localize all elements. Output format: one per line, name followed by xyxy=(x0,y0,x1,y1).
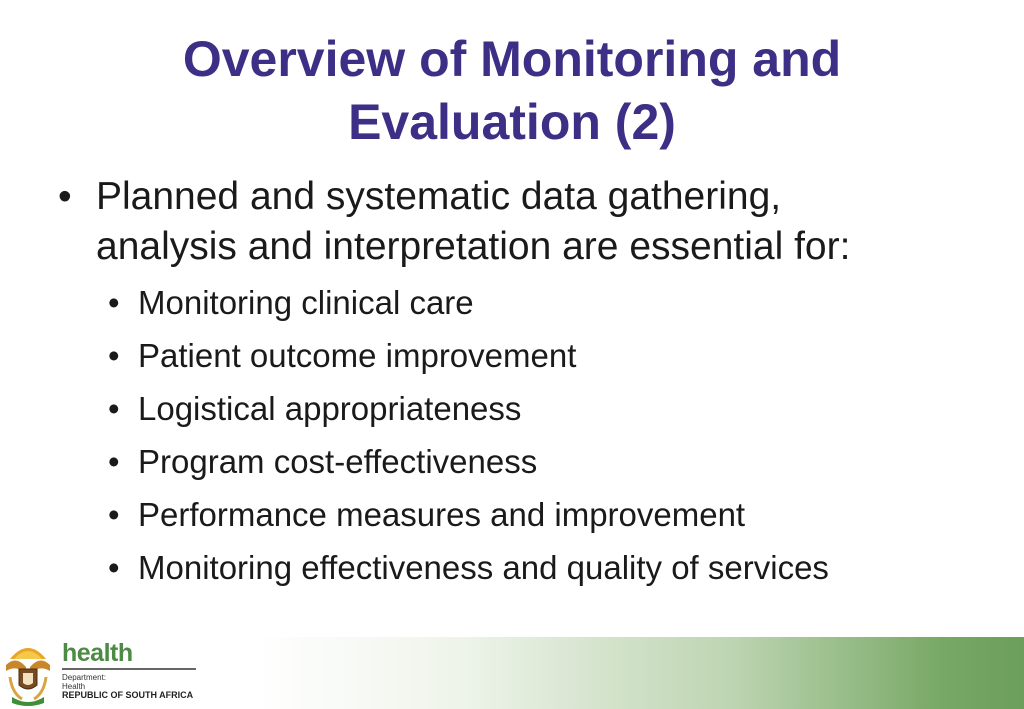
logo-country-line: REPUBLIC OF SOUTH AFRICA xyxy=(62,690,194,700)
logo-wordmark: health xyxy=(62,639,133,667)
bullet-marker: • xyxy=(108,337,120,374)
sub-bullet-item xyxy=(108,493,988,546)
sub-bullet-item xyxy=(108,281,988,334)
sub-bullet-label: Patient outcome improvement xyxy=(138,337,577,374)
logo-divider xyxy=(62,668,196,670)
sub-bullet-item xyxy=(108,387,988,440)
bullet-marker: • xyxy=(108,284,120,321)
sub-bullet-label: Program cost-effectiveness xyxy=(138,443,538,480)
sub-bullet-label: Monitoring effectiveness and quality of services xyxy=(138,549,829,586)
main-bullet-line-1: Planned and systematic data gathering, xyxy=(96,175,782,218)
sub-bullet-label: Performance measures and improvement xyxy=(138,496,746,533)
bullet-marker: • xyxy=(58,175,72,218)
slide-title-line-2: Evaluation (2) xyxy=(348,94,676,150)
sub-bullet-item xyxy=(108,440,988,493)
sub-bullet-item xyxy=(108,546,988,599)
coat-of-arms-icon xyxy=(2,637,54,707)
sub-bullet-list xyxy=(108,281,988,599)
bullet-marker: • xyxy=(108,390,120,427)
main-bullet-line-2: analysis and interpretation are essential for: xyxy=(96,225,851,268)
sub-bullet-label: Logistical appropriateness xyxy=(138,390,522,427)
department-logo xyxy=(0,635,210,709)
bullet-marker: • xyxy=(108,549,120,586)
slide-title-line-1: Overview of Monitoring and xyxy=(182,31,842,87)
bullet-marker: • xyxy=(108,443,120,480)
main-bullet-text xyxy=(96,172,946,272)
bullet-marker: • xyxy=(108,496,120,533)
slide-title xyxy=(60,28,964,154)
sub-bullet-label: Monitoring clinical care xyxy=(138,284,474,321)
logo-health-line: Health xyxy=(62,682,86,691)
logo-department-line: Department: xyxy=(62,673,107,682)
sub-bullet-item xyxy=(108,334,988,387)
